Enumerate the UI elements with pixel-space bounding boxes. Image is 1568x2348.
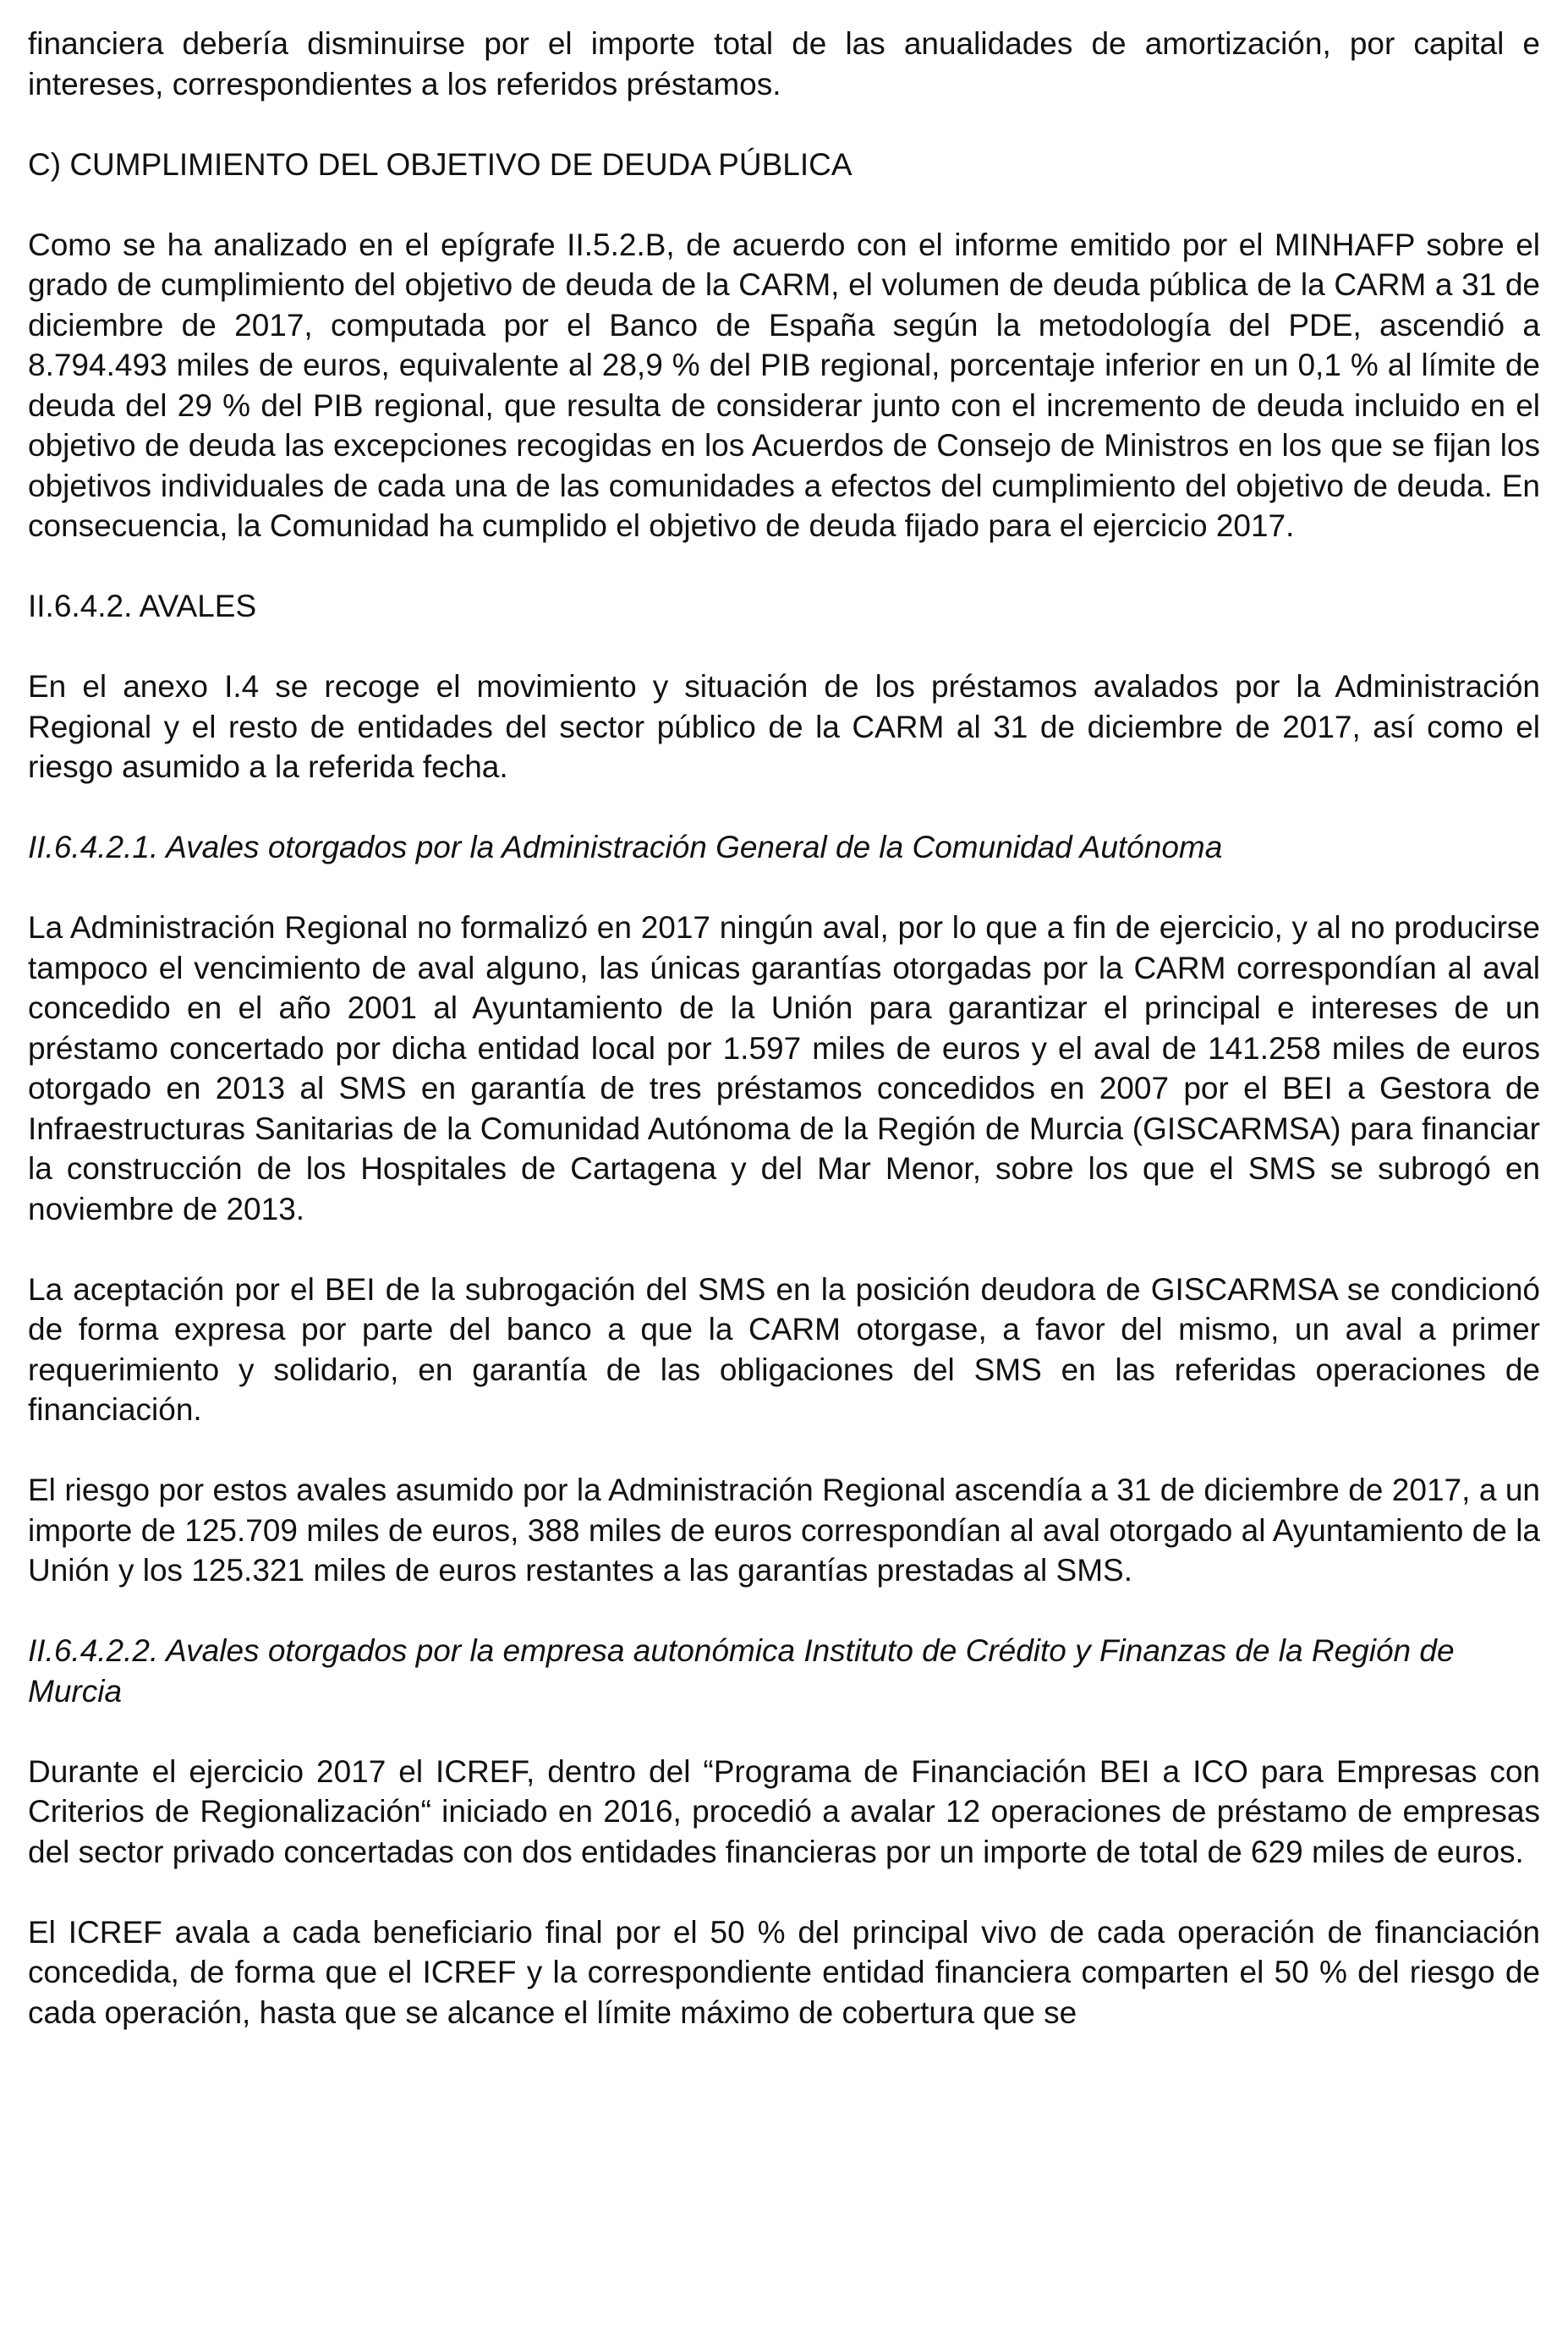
paragraph-icref-cobertura: El ICREF avala a cada beneficiario final por el 50 % del principal vivo de cada operación de financiación concedida, de forma que el ICREF y la correspondiente entidad financiera comparten el 50 % del riesgo de cada operación, hasta que se alcance el límite máximo de cobertura que se xyxy=(28,1914,1540,2030)
paragraph-subrogacion-bei: La aceptación por el BEI de la subrogación del SMS en la posición deudora de GISCARMSA se condicionó de forma expresa por parte del banco a que la CARM otorgase, a favor del mismo, un aval a primer requerimiento y solidario, en garantía de las obligaciones del SMS en las referidas operaciones de financiación. xyxy=(28,1271,1540,1427)
paragraph-carryover: financiera debería disminuirse por el importe total de las anualidades de amortización, por capital e intereses, correspondientes a los referidos préstamos. xyxy=(28,26,1540,101)
paragraph-deuda-publica: Como se ha analizado en el epígrafe II.5.2.B, de acuerdo con el informe emitido por el MINHAFP sobre el grado de cumplimiento del objetivo de deuda de la CARM, el volumen de deuda pública de la CARM a 31 de diciembre de 2017, computada por el Banco de España según la metodología del PDE, ascendió a 8.794.493 miles de euros, equivalente al 28,9 % del PIB regional, porcentaje inferior en un 0,1 % al límite de deuda del 29 % del PIB regional, que resulta de considerar junto con el incremento de deuda incluido en el objetivo de deuda las excepciones recogidas en los Acuerdos de Consejo de Ministros en los que se fijan los objetivos individuales de cada una de las comunidades a efectos del cumplimiento del objetivo de deuda. En consecuencia, la Comunidad ha cumplido el objetivo de deuda fijado para el ejercicio 2017. xyxy=(28,227,1540,543)
paragraph-avales-administracion: La Administración Regional no formalizó en 2017 ningún aval, por lo que a fin de ejercicio, y al no producirse tampoco el vencimiento de aval alguno, las únicas garantías otorgadas por la CARM correspondían al aval concedido en el año 2001 al Ayuntamiento de la Unión para garantizar el principal e intereses de un préstamo concertado por dicha entidad local por 1.597 miles de euros y el aval de 141.258 miles de euros otorgado en 2013 al SMS en garantía de tres préstamos concedidos en 2007 por el BEI a Gestora de Infraestructuras Sanitarias de la Comunidad Autónoma de la Región de Murcia (GISCARMSA) para financiar la construcción de los Hospitales de Cartagena y del Mar Menor, sobre los que el SMS se subrogó en noviembre de 2013. xyxy=(28,910,1540,1226)
paragraph-icref-programa: Durante el ejercicio 2017 el ICREF, dentro del “Programa de Financiación BEI a ICO para Empresas con Criterios de Regionalización“ iniciado en 2016, procedió a avalar 12 operaciones de préstamo de empresas del sector privado concertadas con dos entidades financieras por un importe de total de 629 miles de euros. xyxy=(28,1753,1540,1869)
section-heading-avales: II.6.4.2. AVALES xyxy=(28,589,257,623)
paragraph-riesgo-avales: El riesgo por estos avales asumido por la Administración Regional ascendía a 31 de diciembre de 2017, a un importe de 125.709 miles de euros, 388 miles de euros correspondían al aval otorgado al Ayuntamiento de la Unión y los 125.321 miles de euros restantes a las garantías prestadas al SMS. xyxy=(28,1473,1540,1588)
paragraph-avales-intro: En el anexo I.4 se recoge el movimiento y situación de los préstamos avalados por la Administración Regional y el resto de entidades del sector público de la CARM al 31 de diciembre de 2017, así como el riesgo asumido a la referida fecha. xyxy=(28,669,1540,784)
subsection-heading-avales-administracion: II.6.4.2.1. Avales otorgados por la Administración General de la Comunidad Autónoma xyxy=(28,830,1223,864)
section-heading-deuda-publica: C) CUMPLIMIENTO DEL OBJETIVO DE DEUDA PÚBLICA xyxy=(28,146,853,182)
subsection-heading-avales-icref: II.6.4.2.2. Avales otorgados por la empresa autonómica Instituto de Crédito y Finanzas de la Región de Murcia xyxy=(28,1633,1455,1709)
document-page xyxy=(28,24,1540,2033)
